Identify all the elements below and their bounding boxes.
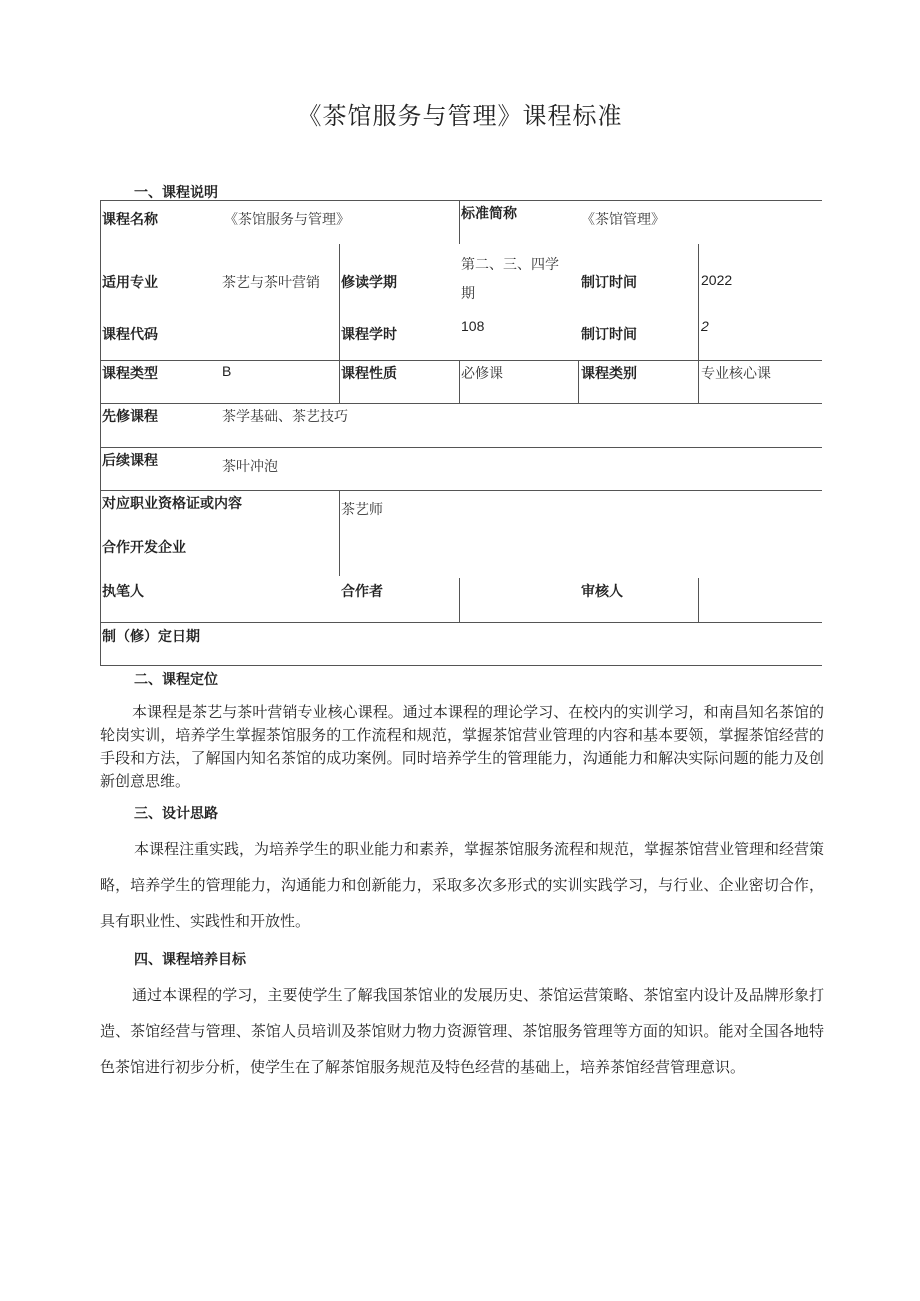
table-col-divider	[698, 244, 699, 360]
table-row-divider	[100, 360, 822, 361]
design-approach-paragraph: 本课程注重实践，为培养学生的职业能力和素养，掌握茶馆服务流程和规范，掌握茶馆营业管理和经营策略，培养学生的管理能力，沟通能力和创新能力，采取多次多形式的实训实践学习，与行业、企业密切合作，具有职业性、实践性和开放性。	[100, 840, 825, 930]
certificate-label: 对应职业资格证或内容	[102, 496, 242, 512]
course-name-label: 课程名称	[102, 212, 158, 228]
made-time-value: 2022	[701, 272, 733, 288]
made-time-label: 制订时间	[581, 275, 637, 291]
section-heading-course-positioning: 二、课程定位	[134, 672, 218, 688]
table-col-divider	[459, 578, 460, 622]
reviewer-label: 审核人	[581, 584, 623, 600]
section-heading-design-approach: 三、设计思路	[134, 806, 218, 822]
course-nature-label: 课程性质	[341, 366, 397, 382]
prerequisite-label: 先修课程	[102, 409, 158, 425]
table-col-divider	[339, 244, 340, 360]
coauthor-label: 合作者	[341, 584, 383, 600]
made-time-value: 2	[701, 318, 709, 334]
revision-date-label: 制（修）定日期	[102, 629, 200, 645]
certificate-value: 茶艺师	[341, 502, 383, 518]
section-heading-course-description: 一、课程说明	[134, 185, 218, 201]
course-type-value: B	[222, 363, 232, 379]
course-hours-label: 课程学时	[341, 327, 397, 343]
document-title: 《茶馆服务与管理》课程标准	[297, 102, 623, 130]
study-semester-value-line2: 期	[461, 286, 475, 302]
applicable-major-label: 适用专业	[102, 275, 158, 291]
follow-up-label: 后续课程	[102, 453, 158, 469]
table-row-divider	[100, 403, 822, 404]
course-category-value: 专业核心课	[701, 366, 771, 382]
table-col-divider	[459, 360, 460, 403]
table-row-divider	[100, 490, 822, 491]
table-border-left	[100, 200, 101, 666]
table-col-divider	[578, 360, 579, 403]
course-hours-value: 108	[461, 318, 485, 334]
table-col-divider	[339, 360, 340, 403]
table-row-divider	[100, 447, 822, 448]
section-heading-training-objectives: 四、课程培养目标	[134, 952, 246, 968]
table-col-divider	[459, 200, 460, 244]
study-semester-value-line1: 第二、三、四学	[461, 257, 559, 273]
applicable-major-value: 茶艺与茶叶营销	[222, 275, 320, 291]
table-col-divider	[339, 490, 340, 576]
course-code-label: 课程代码	[102, 327, 158, 343]
made-time-label: 制订时间	[581, 327, 637, 343]
abbreviation-label: 标准简称	[461, 206, 517, 222]
table-border-top	[100, 200, 822, 201]
training-objectives-paragraph: 通过本课程的学习，主要使学生了解我国茶馆业的发展历史、茶馆运营策略、茶馆室内设计及品牌形象打造、茶馆经营与管理、茶馆人员培训及茶馆财力物力资源管理、茶馆服务管理等方面的知识。能对全国各地特色茶馆进行初步分析，使学生在了解茶馆服务规范及特色经营的基础上，培养茶馆经营管理意识。	[100, 986, 824, 1076]
follow-up-value: 茶叶冲泡	[222, 459, 278, 475]
prerequisite-value: 茶学基础、茶艺技巧	[222, 409, 348, 425]
table-border-bottom	[100, 665, 822, 666]
course-positioning-paragraph: 本课程是茶艺与茶叶营销专业核心课程。通过本课程的理论学习、在校内的实训学习，和南昌知名茶馆的轮岗实训，培养学生掌握茶馆服务的工作流程和规范，掌握茶馆营业管理的内容和基本要领，掌握茶馆经营的手段和方法，了解国内知名茶馆的成功案例。同时培养学生的管理能力，沟通能力和解决实际问题的能力及创新创意思维。	[100, 703, 824, 790]
table-row-divider	[100, 622, 822, 623]
course-nature-value: 必修课	[461, 366, 503, 382]
cooperative-enterprise-label: 合作开发企业	[102, 540, 186, 556]
table-col-divider	[698, 360, 699, 403]
course-category-label: 课程类别	[581, 366, 637, 382]
course-name-value: 《茶馆服务与管理》	[224, 212, 350, 228]
author-label: 执笔人	[102, 584, 144, 600]
study-semester-label: 修读学期	[341, 275, 397, 291]
abbreviation-value: 《茶馆管理》	[581, 212, 665, 228]
table-col-divider	[698, 578, 699, 622]
course-type-label: 课程类型	[102, 366, 158, 382]
